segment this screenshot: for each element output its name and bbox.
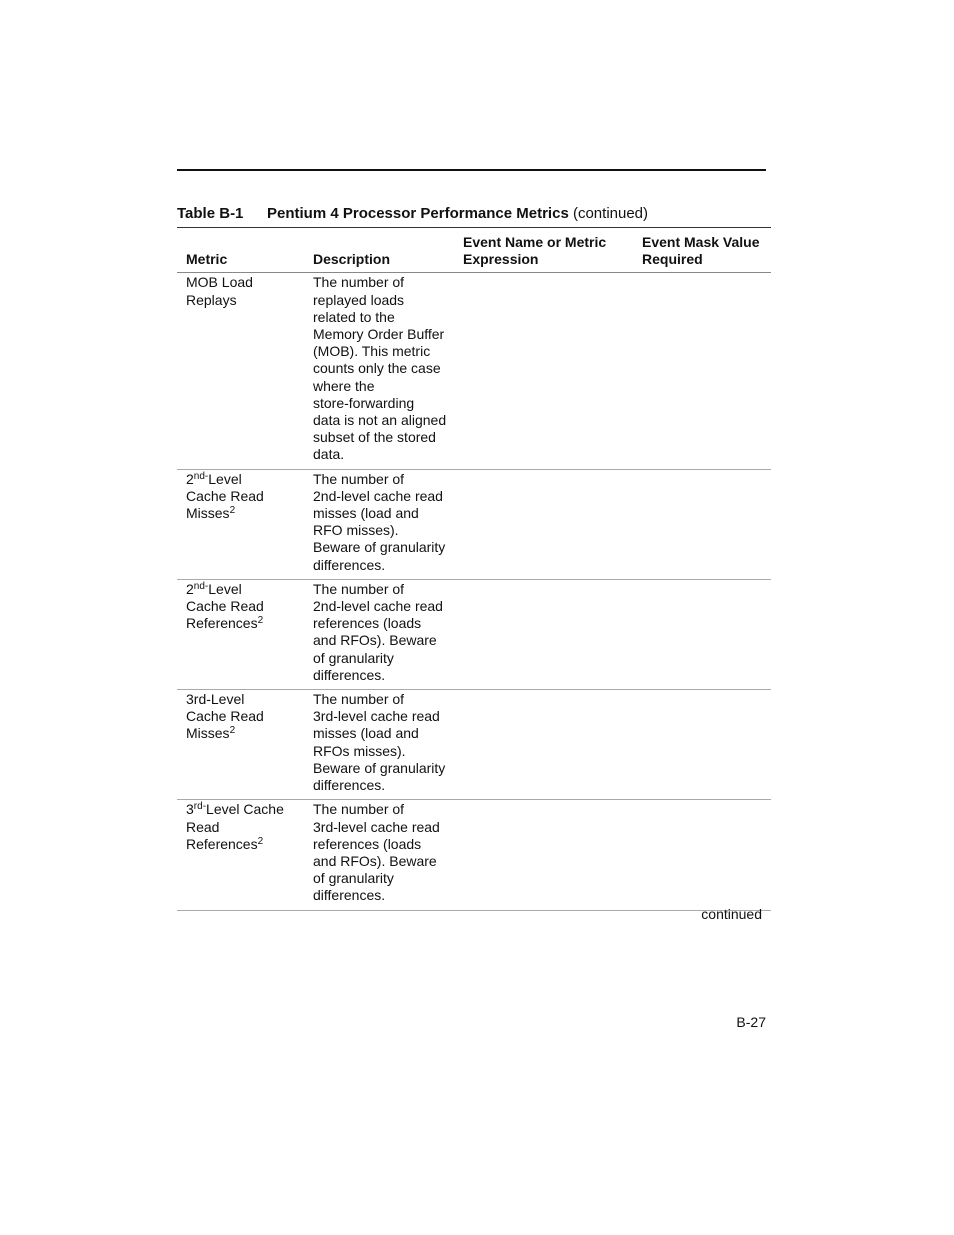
metric-ordinal-suffix: nd-	[193, 470, 209, 482]
table-row	[177, 800, 771, 910]
metric-cell	[177, 690, 313, 800]
table-row	[177, 273, 771, 469]
metric-description: The number of 2nd-level cache read references (loads and RFOs). Beware of granularity differences.	[313, 580, 443, 683]
metric-name: 2	[186, 580, 194, 597]
metric-name: MOB Load Replays	[186, 274, 253, 308]
header-description: Description	[313, 228, 463, 273]
description-cell	[313, 273, 463, 469]
table-title: Pentium 4 Processor Performance Metrics	[267, 205, 569, 222]
table-row	[177, 690, 771, 800]
event-cell	[463, 273, 642, 469]
table-row	[177, 579, 771, 689]
top-rule	[177, 169, 766, 171]
table-caption	[177, 205, 648, 223]
table-continued-note: (continued)	[572, 205, 649, 222]
footnote-marker: 2	[229, 725, 236, 737]
metric-description: The number of 3rd-level cache read misses (load and RFOs misses). Beware of granularity differences.	[313, 691, 446, 794]
metric-cell	[177, 273, 313, 469]
mask-cell	[642, 800, 771, 910]
metric-description: The number of 2nd-level cache read misses (load and RFO misses). Beware of granularity differences.	[313, 470, 446, 573]
mask-cell	[642, 579, 771, 689]
mask-cell	[642, 690, 771, 800]
header-event-mask: Event Mask Value Required	[642, 228, 771, 273]
metric-name: 3	[186, 801, 194, 818]
metric-name-rest: Level Cache Read References	[186, 580, 264, 632]
metric-name-rest: Level Cache Read References	[186, 801, 284, 852]
description-cell	[313, 579, 463, 689]
metric-description: The number of replayed loads related to the Memory Order Buffer (MOB). This metric counts only the case where the store-forwarding data is not an aligned subset of the stored data.	[313, 274, 447, 463]
table-header-row	[177, 228, 771, 273]
event-cell	[463, 579, 642, 689]
continued-label: continued	[701, 906, 762, 922]
metric-description: The number of 3rd-level cache read references (loads and RFOs). Beware of granularity differences.	[313, 801, 440, 904]
metric-cell	[177, 469, 313, 579]
event-cell	[463, 690, 642, 800]
event-cell	[463, 800, 642, 910]
table-row	[177, 469, 771, 579]
performance-metrics-table	[177, 227, 771, 911]
description-cell	[313, 690, 463, 800]
metric-cell	[177, 800, 313, 910]
metric-name: 2	[186, 470, 194, 487]
metric-name-rest: Level Cache Read Misses	[186, 470, 264, 522]
page-number: B-27	[736, 1014, 766, 1030]
mask-cell	[642, 469, 771, 579]
metric-ordinal-suffix: rd-	[193, 801, 207, 813]
description-cell	[313, 800, 463, 910]
event-cell	[463, 469, 642, 579]
metric-cell	[177, 579, 313, 689]
footnote-marker: 2	[257, 835, 264, 847]
header-event-name: Event Name or Metric Expression	[463, 228, 642, 273]
metric-ordinal-suffix: nd-	[193, 580, 209, 592]
metric-name: 3rd-Level Cache Read Misses	[186, 691, 264, 742]
mask-cell	[642, 273, 771, 469]
header-metric: Metric	[177, 228, 313, 273]
description-cell	[313, 469, 463, 579]
footnote-marker: 2	[229, 505, 236, 517]
table-id: Table B-1	[177, 205, 244, 222]
footnote-marker: 2	[257, 615, 264, 627]
